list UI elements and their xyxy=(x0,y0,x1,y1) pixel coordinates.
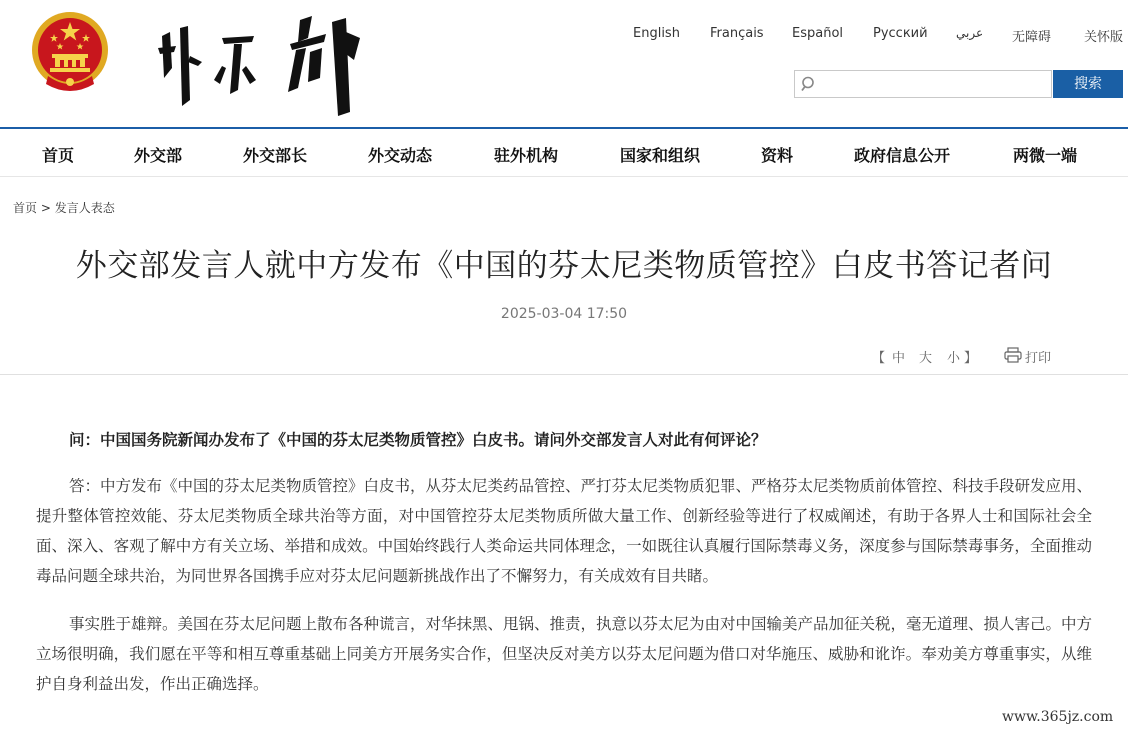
nav-item-government-information[interactable]: 政府信息公开 xyxy=(854,146,951,165)
lang-arabic-link[interactable]: عربي xyxy=(956,26,984,40)
article-paragraph: 答：中方发布《中国的芬太尼类物质管控》白皮书，从芬太尼类药品管控、严打芬太尼类物质犯罪、严格芬太尼类物质前体管控、科技手段研发应用、提升整体管控效能、芬太尼类物质全球共治等方面，对中国管控芬太尼类物质所做大量工作、创新经验等进行了权威阐述，有助于各界人士和国际社会全面、深入、客观了解中方有关立场、举措和成效。中国始终践行人类命运共同体理念，一如既往认真履行国际禁毒义务，深度参与国际禁毒事务，全面推动毒品问题全球共治，为同世界各国携手应对芬太尼问题新挑战作出了不懈努力，有关成效有目共睹。 xyxy=(36,477,1093,585)
nav-item-diplomatic-news[interactable]: 外交动态 xyxy=(368,146,433,165)
ministry-calligraphy-logo[interactable] xyxy=(150,8,365,116)
nav-item-minister[interactable]: 外交部长 xyxy=(243,146,308,165)
nav-item-social-apps[interactable]: 两微一端 xyxy=(1013,146,1078,165)
search-icon xyxy=(799,75,817,93)
language-links xyxy=(620,26,1128,46)
elderly-care-mode-link[interactable]: 关怀版 xyxy=(1084,30,1124,45)
nav-item-resources[interactable]: 资料 xyxy=(761,146,794,165)
font-controls-close-bracket: 】 xyxy=(964,351,978,366)
content-divider xyxy=(0,374,1128,375)
search-button[interactable]: 搜索 xyxy=(1053,70,1123,98)
breadcrumb-separator: > xyxy=(37,201,55,215)
national-emblem-icon[interactable] xyxy=(30,10,110,94)
search-input[interactable] xyxy=(819,74,1047,94)
font-size-medium-button[interactable]: 中 xyxy=(892,351,906,366)
lang-english-link[interactable]: English xyxy=(633,26,680,41)
breadcrumb xyxy=(13,199,115,216)
nav-item-ministry[interactable]: 外交部 xyxy=(134,146,183,165)
article-question: 问：中国国务院新闻办发布了《中国的芬太尼类物质管控》白皮书。请问外交部发言人对此有何评论？ xyxy=(69,431,767,449)
accessibility-link[interactable]: 无障碍 xyxy=(1012,30,1052,45)
search-box xyxy=(794,70,1052,98)
font-size-small-button[interactable]: 小 xyxy=(947,351,961,366)
site-watermark: www.365jz.com xyxy=(1002,709,1114,725)
breadcrumb-spokesperson-link[interactable]: 发言人表态 xyxy=(54,201,115,215)
article-paragraph: 事实胜于雄辩。美国在芬太尼问题上散布各种谎言，对华抹黑、甩锅、推责，执意以芬太尼为由对中国输美产品加征关税，毫无道理、损人害己。中方立场很明确，我们愿在平等和相互尊重基础上同美方开展务实合作，但坚决反对美方以芬太尼问题为借口对华施压、威胁和讹诈。奉劝美方尊重事实，从维护自身利益出发，作出正确选择。 xyxy=(36,615,1093,693)
breadcrumb-home-link[interactable]: 首页 xyxy=(13,201,38,215)
publish-date: 2025-03-04 17:50 xyxy=(500,306,628,322)
main-nav xyxy=(0,129,1128,177)
lang-spanish-link[interactable]: Español xyxy=(792,26,844,41)
printer-icon[interactable] xyxy=(1004,347,1022,363)
lang-russian-link[interactable]: Русский xyxy=(873,26,928,41)
lang-french-link[interactable]: Français xyxy=(710,26,764,41)
site-header xyxy=(0,0,1128,128)
nav-item-missions-abroad[interactable]: 驻外机构 xyxy=(494,146,559,165)
nav-item-countries-organizations[interactable]: 国家和组织 xyxy=(620,146,701,165)
font-controls-open-bracket: 【 xyxy=(872,351,886,366)
article-body xyxy=(36,425,1092,717)
font-size-large-button[interactable]: 大 xyxy=(919,351,933,366)
page-title: 外交部发言人就中方发布《中国的芬太尼类物质管控》白皮书答记者问 xyxy=(75,248,1053,284)
nav-item-home[interactable]: 首页 xyxy=(42,146,75,165)
print-link[interactable]: 打印 xyxy=(1025,351,1052,366)
